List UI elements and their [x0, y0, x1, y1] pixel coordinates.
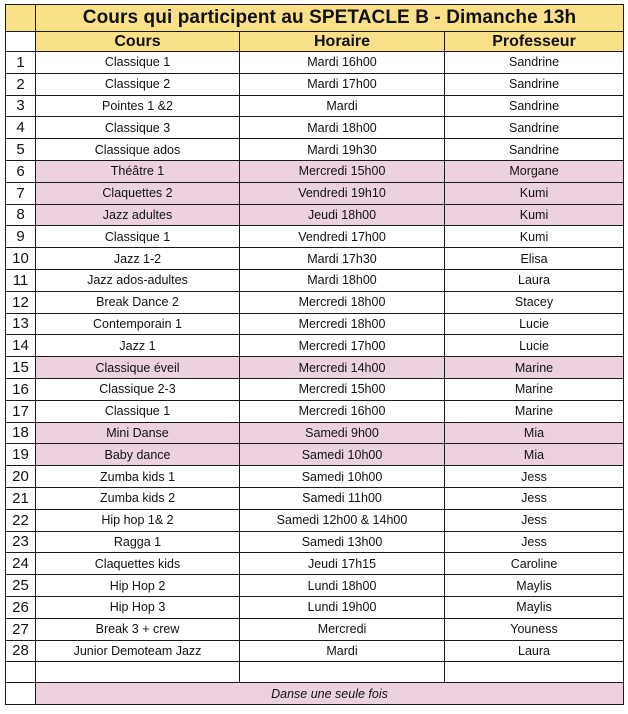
table-row [6, 269, 624, 291]
row-number: 16 [6, 378, 36, 400]
cours-cell: Classique 2 [36, 73, 240, 95]
table-row [6, 487, 624, 509]
professeur-cell: Lucie [445, 313, 624, 335]
horaire-cell: Mardi 17h00 [240, 73, 445, 95]
cours-cell: Pointes 1 &2 [36, 95, 240, 117]
horaire-cell: Jeudi 18h00 [240, 204, 445, 226]
cours-cell: Classique ados [36, 139, 240, 161]
row-number: 18 [6, 422, 36, 444]
title-spacer-cell [6, 5, 36, 32]
horaire-cell: Samedi 10h00 [240, 444, 445, 466]
cours-cell: Classique 1 [36, 400, 240, 422]
row-number: 10 [6, 248, 36, 270]
empty-row [6, 662, 624, 683]
horaire-cell: Mercredi [240, 618, 445, 640]
empty-cell [240, 662, 445, 683]
cours-cell: Hip Hop 3 [36, 596, 240, 618]
professeur-cell: Laura [445, 269, 624, 291]
table-row [6, 204, 624, 226]
row-number: 13 [6, 313, 36, 335]
row-number: 25 [6, 575, 36, 597]
table-row [6, 139, 624, 161]
professeur-cell: Maylis [445, 575, 624, 597]
horaire-cell: Mardi [240, 95, 445, 117]
legend-row [6, 683, 624, 705]
table-body [6, 5, 624, 705]
column-header-horaire: Horaire [240, 32, 445, 52]
table-row [6, 618, 624, 640]
row-number: 1 [6, 52, 36, 74]
cours-cell: Mini Danse [36, 422, 240, 444]
cours-cell: Zumba kids 1 [36, 466, 240, 488]
title-row [6, 5, 624, 32]
professeur-cell: Elisa [445, 248, 624, 270]
professeur-cell: Kumi [445, 182, 624, 204]
table-row [6, 95, 624, 117]
horaire-cell: Samedi 13h00 [240, 531, 445, 553]
header-num-cell [6, 32, 36, 52]
row-number: 8 [6, 204, 36, 226]
cours-cell: Baby dance [36, 444, 240, 466]
row-number: 6 [6, 160, 36, 182]
cours-cell: Jazz adultes [36, 204, 240, 226]
horaire-cell: Mercredi 18h00 [240, 291, 445, 313]
horaire-cell: Mardi 16h00 [240, 52, 445, 74]
horaire-cell: Samedi 12h00 & 14h00 [240, 509, 445, 531]
horaire-cell: Mardi 17h30 [240, 248, 445, 270]
cours-cell: Break 3 + crew [36, 618, 240, 640]
table-row [6, 553, 624, 575]
professeur-cell: Caroline [445, 553, 624, 575]
professeur-cell: Youness [445, 618, 624, 640]
legend-note: Danse une seule fois [36, 683, 624, 705]
cours-cell: Claquettes 2 [36, 182, 240, 204]
column-header-cours: Cours [36, 32, 240, 52]
table-row [6, 248, 624, 270]
horaire-cell: Vendredi 17h00 [240, 226, 445, 248]
horaire-cell: Lundi 18h00 [240, 575, 445, 597]
row-number: 15 [6, 357, 36, 379]
professeur-cell: Maylis [445, 596, 624, 618]
table-row [6, 357, 624, 379]
cours-cell: Zumba kids 2 [36, 487, 240, 509]
professeur-cell: Sandrine [445, 52, 624, 74]
row-number: 2 [6, 73, 36, 95]
empty-cell [6, 662, 36, 683]
professeur-cell: Sandrine [445, 73, 624, 95]
horaire-cell: Mardi 18h00 [240, 269, 445, 291]
table-row [6, 575, 624, 597]
professeur-cell: Sandrine [445, 117, 624, 139]
row-number: 22 [6, 509, 36, 531]
professeur-cell: Sandrine [445, 95, 624, 117]
row-number: 21 [6, 487, 36, 509]
row-number: 24 [6, 553, 36, 575]
row-number: 14 [6, 335, 36, 357]
cours-cell: Ragga 1 [36, 531, 240, 553]
horaire-cell: Samedi 9h00 [240, 422, 445, 444]
legend-spacer-cell [6, 683, 36, 705]
row-number: 28 [6, 640, 36, 662]
header-row [6, 32, 624, 52]
row-number: 26 [6, 596, 36, 618]
row-number: 7 [6, 182, 36, 204]
row-number: 12 [6, 291, 36, 313]
table-row [6, 313, 624, 335]
horaire-cell: Lundi 19h00 [240, 596, 445, 618]
horaire-cell: Mardi 19h30 [240, 139, 445, 161]
horaire-cell: Mercredi 16h00 [240, 400, 445, 422]
table-row [6, 335, 624, 357]
table-row [6, 400, 624, 422]
horaire-cell: Mardi [240, 640, 445, 662]
horaire-cell: Mercredi 14h00 [240, 357, 445, 379]
row-number: 5 [6, 139, 36, 161]
table-title: Cours qui participent au SPETACLE B - Dimanche 13h [36, 5, 624, 32]
professeur-cell: Mia [445, 444, 624, 466]
row-number: 27 [6, 618, 36, 640]
professeur-cell: Morgane [445, 160, 624, 182]
cours-cell: Break Dance 2 [36, 291, 240, 313]
table-row [6, 509, 624, 531]
professeur-cell: Marine [445, 357, 624, 379]
table-row [6, 466, 624, 488]
cours-cell: Jazz 1-2 [36, 248, 240, 270]
cours-cell: Claquettes kids [36, 553, 240, 575]
row-number: 4 [6, 117, 36, 139]
cours-cell: Jazz 1 [36, 335, 240, 357]
professeur-cell: Jess [445, 531, 624, 553]
column-header-professeur: Professeur [445, 32, 624, 52]
table-row [6, 226, 624, 248]
table-row [6, 182, 624, 204]
table-row [6, 117, 624, 139]
table-row [6, 444, 624, 466]
horaire-cell: Mercredi 18h00 [240, 313, 445, 335]
row-number: 19 [6, 444, 36, 466]
professeur-cell: Jess [445, 509, 624, 531]
table-row [6, 640, 624, 662]
cours-cell: Jazz ados-adultes [36, 269, 240, 291]
professeur-cell: Mia [445, 422, 624, 444]
empty-cell [36, 662, 240, 683]
table-row [6, 291, 624, 313]
cours-cell: Contemporain 1 [36, 313, 240, 335]
horaire-cell: Samedi 10h00 [240, 466, 445, 488]
cours-cell: Classique 2-3 [36, 378, 240, 400]
schedule-table [5, 4, 624, 705]
professeur-cell: Marine [445, 378, 624, 400]
cours-cell: Junior Demoteam Jazz [36, 640, 240, 662]
horaire-cell: Mercredi 15h00 [240, 378, 445, 400]
row-number: 20 [6, 466, 36, 488]
professeur-cell: Marine [445, 400, 624, 422]
row-number: 3 [6, 95, 36, 117]
professeur-cell: Sandrine [445, 139, 624, 161]
cours-cell: Classique 1 [36, 226, 240, 248]
table-row [6, 378, 624, 400]
professeur-cell: Kumi [445, 204, 624, 226]
cours-cell: Classique éveil [36, 357, 240, 379]
horaire-cell: Vendredi 19h10 [240, 182, 445, 204]
table-row [6, 73, 624, 95]
professeur-cell: Lucie [445, 335, 624, 357]
cours-cell: Théâtre 1 [36, 160, 240, 182]
professeur-cell: Kumi [445, 226, 624, 248]
table-row [6, 422, 624, 444]
cours-cell: Hip hop 1& 2 [36, 509, 240, 531]
professeur-cell: Jess [445, 466, 624, 488]
cours-cell: Classique 1 [36, 52, 240, 74]
cours-cell: Hip Hop 2 [36, 575, 240, 597]
row-number: 9 [6, 226, 36, 248]
table-row [6, 596, 624, 618]
cours-cell: Classique 3 [36, 117, 240, 139]
horaire-cell: Mercredi 17h00 [240, 335, 445, 357]
row-number: 23 [6, 531, 36, 553]
row-number: 11 [6, 269, 36, 291]
professeur-cell: Stacey [445, 291, 624, 313]
horaire-cell: Jeudi 17h15 [240, 553, 445, 575]
row-number: 17 [6, 400, 36, 422]
table-row [6, 52, 624, 74]
horaire-cell: Mercredi 15h00 [240, 160, 445, 182]
horaire-cell: Samedi 11h00 [240, 487, 445, 509]
professeur-cell: Laura [445, 640, 624, 662]
empty-cell [445, 662, 624, 683]
table-row [6, 531, 624, 553]
horaire-cell: Mardi 18h00 [240, 117, 445, 139]
table-row [6, 160, 624, 182]
professeur-cell: Jess [445, 487, 624, 509]
